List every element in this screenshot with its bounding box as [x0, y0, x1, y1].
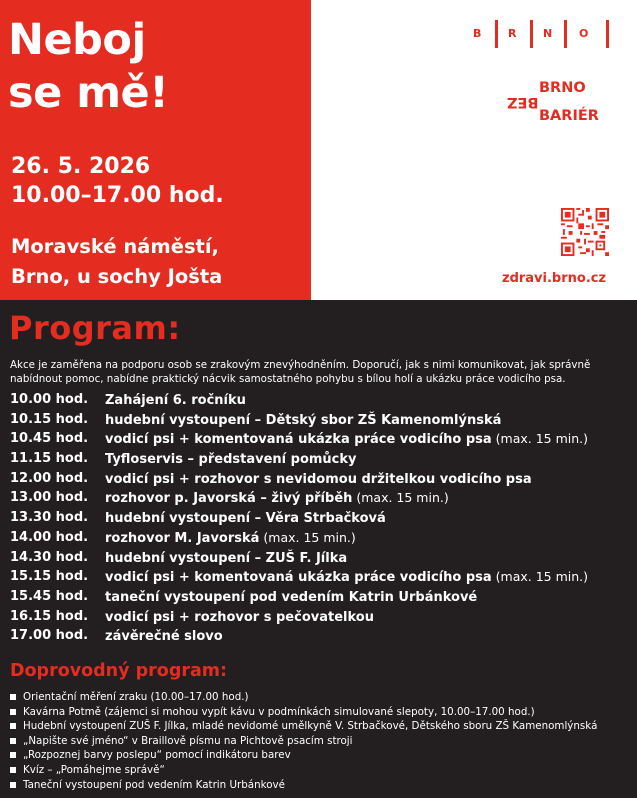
schedule-time: 17.00 hod. [10, 628, 89, 644]
schedule-time: 13.00 hod. [10, 490, 89, 506]
logo-line-brno: BRNO [539, 80, 586, 96]
schedule-time: 12.00 hod. [10, 470, 89, 486]
schedule-note: (max. 15 min.) [352, 490, 449, 506]
square-bullet-icon [10, 767, 16, 773]
schedule-time: 14.30 hod. [10, 549, 89, 565]
schedule-row [10, 626, 635, 646]
place-line-1: Moravské náměstí, [11, 235, 219, 258]
list-item-text: „Rozpoznej barvy poslepu“ pomocí indikátoru barev [23, 749, 291, 762]
list-item [10, 705, 635, 720]
title-line-2: se mě! [8, 68, 169, 118]
logo-divider [530, 20, 533, 48]
schedule-time: 11.15 hod. [10, 451, 89, 467]
event-place [11, 232, 222, 292]
square-bullet-icon [10, 752, 16, 758]
schedule-activity: taneční vystoupení pod vedením Katrin Urbánkové [105, 589, 478, 605]
event-datetime [11, 152, 224, 210]
list-item [10, 690, 635, 705]
list-item-text: Taneční vystoupení pod vedením Katrin Urbánkové [23, 778, 285, 791]
brno-letter-b: B [473, 27, 482, 40]
schedule-row [10, 410, 635, 430]
title-line-1: Neboj [8, 15, 146, 65]
square-bullet-icon [10, 782, 16, 788]
event-date: 26. 5. 2026 [11, 154, 151, 179]
schedule-row [10, 488, 635, 508]
schedule-activity: hudební vystoupení – Dětský sbor ZŠ Kamenomlýnská [105, 412, 502, 428]
schedule-activity: rozhovor p. Javorská – živý příběh [105, 491, 353, 507]
schedule-row [10, 607, 635, 627]
event-time: 10.00–17.00 hod. [11, 183, 224, 208]
brno-logo [473, 20, 609, 48]
schedule-time: 14.00 hod. [10, 529, 89, 545]
list-item-text: Orientační měření zraku (10.00–17.00 hod.) [23, 691, 249, 703]
program-intro: Akce je zaměřena na podporu osob se zrakovým znevýhodněním. Doporučí, jak s nimi komunikovat, jak správně nabídnout pomoc, nabídne praktický nácvik samostatného pohybu s bílou holí a ukázku práce vodicího psa. [10, 359, 591, 385]
schedule-row [10, 449, 635, 469]
schedule-activity: závěrečné slovo [105, 629, 223, 645]
schedule-time: 10.00 hod. [10, 392, 89, 407]
poster-title [8, 14, 168, 120]
logo-line-bez: BEZ [507, 94, 539, 110]
schedule-row [10, 587, 635, 607]
program-schedule [10, 390, 635, 646]
schedule-time: 13.30 hod. [10, 510, 89, 526]
square-bullet-icon [10, 738, 16, 744]
brno-letter-r: R [508, 27, 517, 40]
schedule-activity: Zahájení 6. ročníku [105, 393, 246, 408]
side-program-title: Doprovodný program: [10, 661, 228, 681]
hero-panel [0, 0, 311, 300]
list-item-text: Kavárna Potmě (zájemci si mohou vypít kávu v podmínkách simulované slepoty, 10.00–17.00 hod.) [23, 705, 535, 718]
list-item-text: Kvíz – „Pomáhejme správě“ [23, 763, 165, 776]
place-line-2: Brno, u sochy Jošta [11, 265, 223, 288]
schedule-activity: hudební vystoupení – ZUŠ F. Jílka [105, 550, 348, 566]
schedule-activity: Tyfloservis – představení pomůcky [105, 452, 357, 468]
list-item [10, 778, 635, 793]
schedule-activity: hudební vystoupení – Věra Strbačková [105, 511, 386, 527]
schedule-time: 10.15 hod. [10, 411, 89, 427]
square-bullet-icon [10, 694, 16, 700]
schedule-note: (max. 15 min.) [259, 529, 356, 545]
schedule-activity: vodicí psi + rozhovor s pečovatelkou [105, 609, 374, 625]
schedule-time: 10.45 hod. [10, 431, 89, 447]
schedule-row [10, 567, 635, 587]
logo-divider [495, 20, 498, 48]
list-item [10, 748, 635, 763]
program-title: Program: [9, 309, 181, 347]
schedule-row [10, 508, 635, 528]
schedule-activity: vodicí psi + rozhovor s nevidomou držitelkou vodicího psa [105, 471, 532, 487]
list-item-text: „Napište své jméno“ v Braillově písmu na Pichtově psacím stroji [23, 734, 353, 747]
schedule-activity: rozhovor M. Javorská [105, 530, 260, 546]
logo-line-barier: BARIÉR [539, 108, 599, 124]
schedule-note: (max. 15 min.) [491, 569, 589, 585]
logo-divider [564, 20, 567, 48]
schedule-row [10, 548, 635, 568]
list-item [10, 763, 635, 778]
square-bullet-icon [10, 709, 16, 715]
brno-letter-n: N [543, 27, 553, 40]
schedule-note: (max. 15 min.) [491, 431, 589, 447]
brno-letter-o: O [579, 27, 589, 40]
qr-code [561, 208, 609, 256]
schedule-row [10, 390, 635, 410]
schedule-activity: vodicí psi + komentovaná ukázka práce vodicího psa [105, 432, 492, 448]
square-bullet-icon [10, 723, 16, 729]
header-area [0, 0, 637, 300]
list-item [10, 719, 635, 734]
schedule-activity: vodicí psi + komentovaná ukázka práce vodicího psa [105, 570, 492, 586]
logo-divider [606, 20, 609, 48]
schedule-time: 15.15 hod. [10, 569, 89, 585]
schedule-time: 16.15 hod. [10, 608, 89, 624]
list-item-text: Hudební vystoupení ZUŠ F. Jílka, mladé nevidomé umělkyně V. Strbačkové, Dětského sboru ZŠ Kamenomlýnská [23, 720, 598, 733]
website-link[interactable]: zdravi.brno.cz [502, 271, 607, 286]
list-item [10, 734, 635, 749]
schedule-row [10, 429, 635, 449]
brno-bez-barier-logo [505, 80, 615, 124]
schedule-row [10, 528, 635, 548]
schedule-row [10, 469, 635, 489]
schedule-time: 15.45 hod. [10, 588, 89, 604]
side-program-list [10, 690, 635, 792]
